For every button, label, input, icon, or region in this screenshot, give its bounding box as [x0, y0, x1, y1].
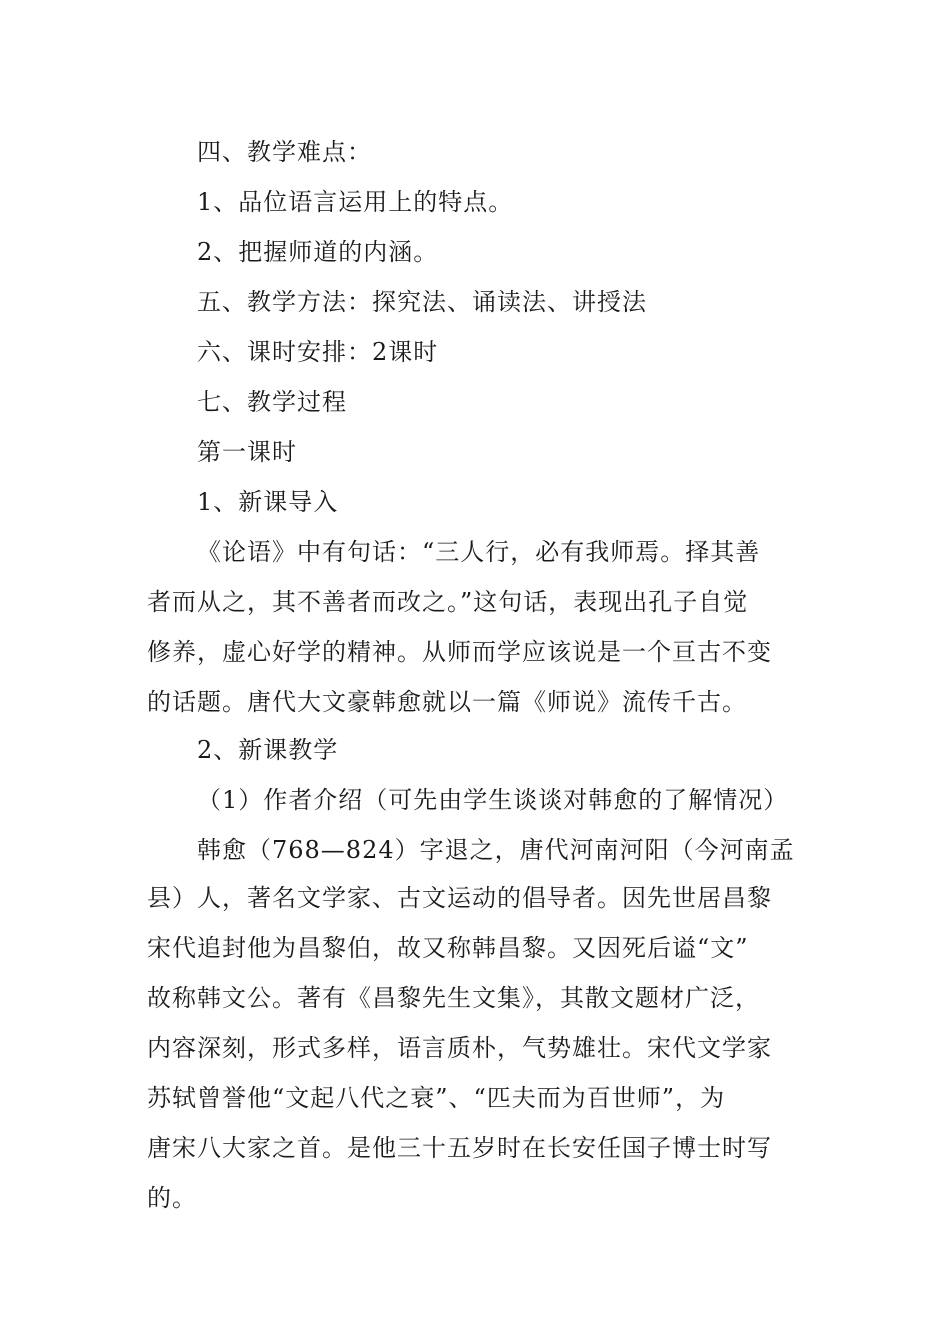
intro-paragraph-line: 者而从之，其不善者而改之。”这句话，表现出孔子自觉 [147, 588, 749, 616]
lesson-one-heading: 第一课时 [197, 438, 297, 466]
author-paragraph-line: 内容深刻，形式多样，语言质朴，气势雄壮。宋代文学家 [147, 1034, 772, 1062]
author-paragraph-line: 苏轼曾誉他“文起八代之衰”、“匹夫而为百世师”，为 [147, 1084, 726, 1112]
author-paragraph-line: 唐宋八大家之首。是他三十五岁时在长安任国子博士时写 [147, 1134, 772, 1162]
author-paragraph-line: 县）人，著名文学家、古文运动的倡导者。因先世居昌黎 [147, 884, 772, 912]
step-new-lesson-intro: 1、新课导入 [197, 488, 339, 516]
heading-schedule: 六、课时安排：2课时 [197, 338, 439, 366]
author-paragraph-line: 的。 [147, 1184, 197, 1212]
intro-paragraph-line: 修养，虚心好学的精神。从师而学应该说是一个亘古不变 [147, 638, 772, 666]
heading-teaching-methods: 五、教学方法：探究法、诵读法、讲授法 [197, 288, 647, 316]
author-intro-heading: （1）作者介绍（可先由学生谈谈对韩愈的了解情况） [197, 786, 789, 814]
intro-paragraph-line: 《论语》中有句话：“三人行，必有我师焉。择其善 [197, 538, 761, 566]
heading-teaching-difficulties: 四、教学难点： [197, 138, 372, 166]
difficulty-item-1: 1、品位语言运用上的特点。 [197, 188, 514, 216]
author-paragraph-line: 韩愈（768—824）字退之，唐代河南河阳（今河南孟 [197, 836, 795, 864]
step-new-lesson-teaching: 2、新课教学 [197, 736, 339, 764]
heading-teaching-process: 七、教学过程 [197, 388, 347, 416]
author-paragraph-line: 故称韩文公。著有《昌黎先生文集》，其散文题材广泛， [147, 984, 760, 1012]
difficulty-item-2: 2、把握师道的内涵。 [197, 238, 439, 266]
author-paragraph-line: 宋代追封他为昌黎伯，故又称韩昌黎。又因死后谥“文” [147, 934, 749, 962]
intro-paragraph-line: 的话题。唐代大文豪韩愈就以一篇《师说》流传千古。 [147, 688, 747, 716]
